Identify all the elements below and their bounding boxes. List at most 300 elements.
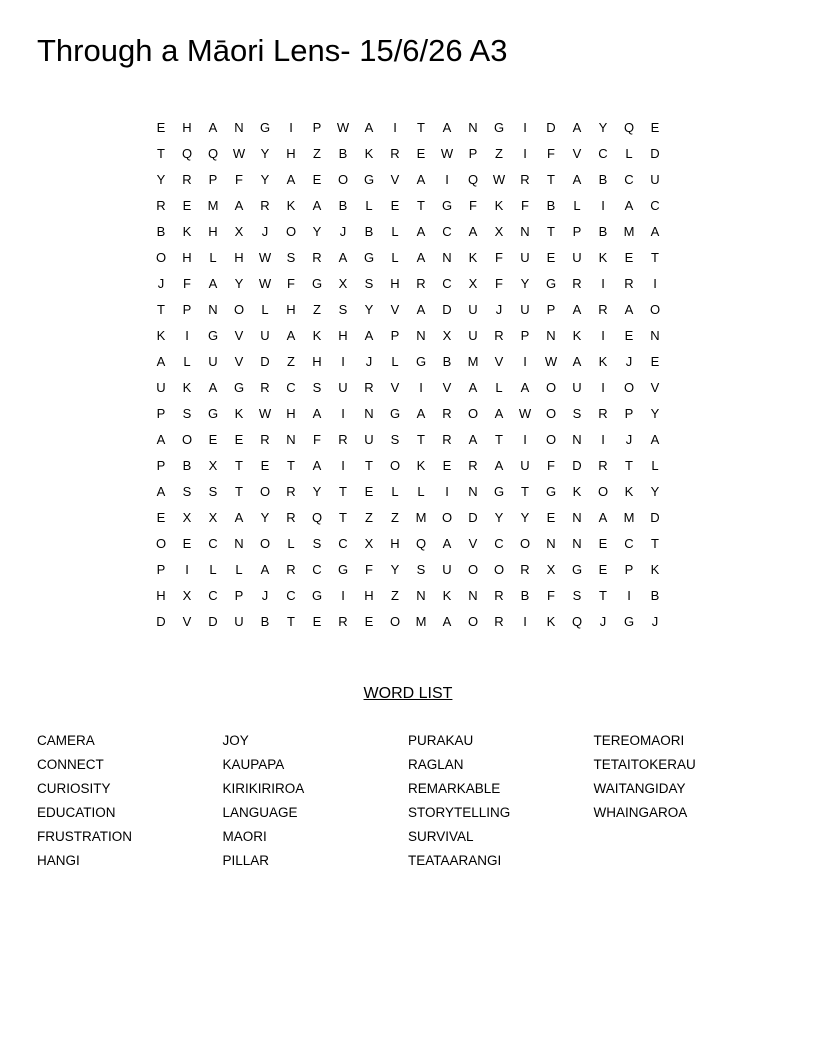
grid-letter: A (416, 172, 426, 187)
grid-letter: A (156, 354, 166, 369)
grid-letter: D (468, 510, 478, 525)
grid-letter: A (156, 484, 166, 499)
grid-letter: U (468, 302, 478, 317)
grid-letter: G (207, 406, 219, 421)
grid-letter: K (364, 146, 374, 161)
grid-letter: R (286, 484, 296, 499)
grid-letter: Z (287, 354, 295, 369)
grid-letter: S (338, 302, 348, 317)
grid-letter: Y (234, 276, 244, 291)
word-list-item: SURVIVAL (408, 829, 474, 844)
grid-letter: R (416, 276, 426, 291)
grid-letter: H (312, 354, 322, 369)
grid-letter: B (546, 198, 556, 213)
grid-letter: Z (313, 146, 321, 161)
grid-letter: U (468, 328, 478, 343)
grid-letter: J (625, 432, 633, 447)
grid-letter: R (494, 614, 504, 629)
grid-letter: U (156, 380, 166, 395)
grid-letter: E (650, 354, 660, 369)
grid-letter: M (415, 510, 427, 525)
grid-letter: A (468, 224, 478, 239)
grid-letter: I (341, 406, 345, 421)
grid-letter: P (156, 458, 166, 473)
grid-letter: E (260, 458, 270, 473)
grid-letter: W (518, 406, 532, 421)
grid-letter: R (390, 146, 400, 161)
grid-letter: Y (364, 302, 374, 317)
grid-letter: S (364, 276, 374, 291)
grid-letter: N (416, 588, 426, 603)
grid-letter: J (339, 224, 347, 239)
grid-letter: U (364, 432, 374, 447)
grid-row (148, 193, 668, 219)
word-list-item: TEREOMAORI (593, 733, 685, 748)
word-list (37, 733, 779, 877)
grid-letter: A (598, 510, 608, 525)
grid-letter: G (363, 172, 375, 187)
grid-letter: F (235, 172, 243, 187)
word-list-item: FRUSTRATION (37, 829, 132, 844)
grid-letter: L (365, 198, 373, 213)
grid-row (148, 531, 668, 557)
grid-letter: A (468, 432, 478, 447)
grid-letter: A (260, 562, 270, 577)
grid-letter: J (157, 276, 165, 291)
grid-letter: V (234, 328, 244, 343)
grid-letter: C (208, 536, 218, 551)
grid-letter: A (572, 120, 582, 135)
grid-letter: X (234, 224, 244, 239)
grid-letter: E (598, 562, 608, 577)
grid-letter: N (286, 432, 296, 447)
grid-letter: K (624, 484, 634, 499)
grid-letter: Y (520, 276, 530, 291)
word-list-item: WHAINGAROA (593, 805, 688, 820)
grid-letter: T (157, 302, 165, 317)
word-list-item: LANGUAGE (222, 805, 298, 820)
grid-letter: Q (207, 146, 219, 161)
grid-letter: A (208, 380, 218, 395)
word-list-column (408, 733, 594, 877)
grid-letter: B (650, 588, 660, 603)
word-list-heading: WORD LIST (363, 685, 453, 702)
grid-letter: A (416, 302, 426, 317)
grid-letter: R (468, 458, 478, 473)
grid-letter: A (364, 328, 374, 343)
grid-row (148, 609, 668, 635)
grid-letter: Y (494, 510, 504, 525)
grid-letter: W (440, 146, 454, 161)
grid-letter: P (520, 328, 530, 343)
grid-row (148, 427, 668, 453)
grid-letter: N (364, 406, 374, 421)
grid-letter: A (572, 354, 582, 369)
grid-letter: D (546, 120, 556, 135)
grid-letter: Y (260, 172, 270, 187)
grid-row (148, 453, 668, 479)
word-list-item: PURAKAU (408, 733, 474, 748)
grid-letter: K (494, 198, 504, 213)
word-list-item: TETAITOKERAU (593, 757, 696, 772)
grid-letter: F (521, 198, 529, 213)
grid-letter: E (208, 432, 218, 447)
grid-letter: G (207, 328, 219, 343)
grid-letter: Y (260, 510, 270, 525)
grid-letter: K (312, 328, 322, 343)
grid-row (148, 505, 668, 531)
grid-letter: K (598, 354, 608, 369)
grid-letter: G (441, 198, 453, 213)
grid-letter: V (494, 354, 504, 369)
grid-letter: N (208, 302, 218, 317)
grid-letter: M (207, 198, 219, 213)
grid-letter: W (258, 250, 272, 265)
grid-letter: W (232, 146, 246, 161)
grid-letter: A (572, 302, 582, 317)
grid-letter: L (209, 250, 217, 265)
grid-letter: L (573, 198, 581, 213)
grid-letter: N (234, 536, 244, 551)
grid-letter: D (442, 302, 452, 317)
grid-letter: D (208, 614, 218, 629)
grid-letter: O (259, 484, 271, 499)
grid-letter: H (208, 224, 218, 239)
grid-letter: Y (312, 224, 322, 239)
word-list-column (223, 733, 409, 877)
grid-letter: A (364, 120, 374, 135)
grid-letter: L (209, 562, 217, 577)
grid-letter: K (156, 328, 166, 343)
grid-letter: G (363, 250, 375, 265)
grid-letter: I (185, 562, 189, 577)
grid-letter: P (208, 172, 218, 187)
grid-letter: I (445, 172, 449, 187)
grid-letter: D (650, 510, 660, 525)
word-list-item: MAORI (222, 829, 267, 844)
grid-letter: T (339, 484, 347, 499)
grid-letter: O (337, 172, 349, 187)
grid-row (148, 323, 668, 349)
grid-letter: P (390, 328, 400, 343)
grid-letter: L (235, 562, 243, 577)
grid-letter: W (544, 354, 558, 369)
grid-letter: U (572, 250, 582, 265)
word-list-item: STORYTELLING (408, 805, 511, 820)
grid-letter: V (390, 302, 400, 317)
grid-letter: I (601, 198, 605, 213)
grid-letter: P (468, 146, 478, 161)
grid-letter: T (287, 614, 295, 629)
grid-letter: R (494, 328, 504, 343)
grid-letter: R (338, 432, 348, 447)
grid-letter: C (494, 536, 504, 551)
grid-letter: M (623, 510, 635, 525)
word-list-item: CAMERA (37, 733, 95, 748)
grid-letter: R (572, 276, 582, 291)
grid-letter: R (598, 458, 608, 473)
grid-letter: I (341, 588, 345, 603)
grid-letter: C (286, 588, 296, 603)
grid-letter: V (650, 380, 660, 395)
grid-letter: E (416, 146, 426, 161)
grid-letter: R (442, 406, 452, 421)
grid-letter: V (390, 380, 400, 395)
grid-letter: I (627, 588, 631, 603)
grid-letter: T (157, 146, 165, 161)
grid-letter: W (258, 406, 272, 421)
grid-letter: A (624, 198, 634, 213)
grid-letter: K (416, 458, 426, 473)
grid-letter: B (338, 198, 348, 213)
grid-letter: U (260, 328, 270, 343)
grid-letter: K (572, 328, 582, 343)
grid-letter: L (183, 354, 191, 369)
grid-letter: L (651, 458, 659, 473)
grid-letter: F (313, 432, 321, 447)
grid-letter: N (520, 224, 530, 239)
grid-letter: C (338, 536, 348, 551)
grid-letter: U (234, 614, 244, 629)
grid-letter: Y (390, 562, 400, 577)
grid-letter: U (338, 380, 348, 395)
grid-letter: R (260, 198, 270, 213)
grid-letter: S (390, 432, 400, 447)
grid-letter: D (156, 614, 166, 629)
word-list-item: EDUCATION (37, 805, 116, 820)
grid-row (148, 219, 668, 245)
grid-letter: X (494, 224, 504, 239)
grid-letter: V (572, 146, 582, 161)
grid-letter: R (598, 406, 608, 421)
grid-letter: G (571, 562, 583, 577)
grid-letter: F (495, 276, 503, 291)
grid-letter: B (260, 614, 270, 629)
grid-letter: U (520, 250, 530, 265)
grid-letter: I (523, 432, 527, 447)
grid-letter: L (391, 484, 399, 499)
grid-letter: N (442, 250, 452, 265)
grid-letter: A (416, 224, 426, 239)
grid-letter: Y (598, 120, 608, 135)
grid-letter: E (364, 614, 374, 629)
grid-letter: K (286, 198, 296, 213)
grid-letter: K (182, 380, 192, 395)
grid-letter: F (547, 458, 555, 473)
grid-letter: R (312, 250, 322, 265)
grid-letter: P (156, 562, 166, 577)
grid-letter: G (493, 120, 505, 135)
grid-letter: J (365, 354, 373, 369)
grid-letter: T (521, 484, 529, 499)
grid-letter: Q (311, 510, 323, 525)
grid-letter: I (419, 380, 423, 395)
grid-letter: I (653, 276, 657, 291)
grid-letter: G (493, 484, 505, 499)
grid-letter: H (156, 588, 166, 603)
word-list-item: WAITANGIDAY (593, 781, 686, 796)
grid-letter: D (260, 354, 270, 369)
grid-letter: R (494, 588, 504, 603)
grid-letter: O (441, 510, 453, 525)
grid-letter: P (234, 588, 244, 603)
grid-letter: I (601, 328, 605, 343)
grid-letter: O (545, 432, 557, 447)
grid-letter: N (468, 120, 478, 135)
grid-letter: A (416, 250, 426, 265)
grid-letter: A (442, 614, 452, 629)
grid-letter: J (625, 354, 633, 369)
grid-letter: A (286, 172, 296, 187)
grid-letter: G (415, 354, 427, 369)
grid-letter: X (546, 562, 556, 577)
word-list-item: CONNECT (37, 757, 104, 772)
grid-letter: A (520, 380, 530, 395)
grid-letter: O (155, 250, 167, 265)
grid-letter: E (182, 198, 192, 213)
grid-row (148, 479, 668, 505)
grid-letter: O (493, 562, 505, 577)
grid-letter: A (312, 198, 322, 213)
grid-letter: Q (623, 120, 635, 135)
grid-letter: S (312, 536, 322, 551)
grid-letter: O (155, 536, 167, 551)
grid-letter: O (623, 380, 635, 395)
grid-letter: G (337, 562, 349, 577)
grid-letter: O (467, 562, 479, 577)
grid-letter: X (442, 328, 452, 343)
grid-letter: C (442, 224, 452, 239)
grid-letter: Q (571, 614, 583, 629)
grid-letter: S (572, 406, 582, 421)
grid-letter: N (468, 484, 478, 499)
grid-letter: V (442, 380, 452, 395)
grid-letter: G (623, 614, 635, 629)
grid-letter: Y (260, 146, 270, 161)
grid-letter: V (390, 172, 400, 187)
grid-letter: W (492, 172, 506, 187)
grid-letter: I (523, 354, 527, 369)
grid-letter: U (520, 458, 530, 473)
grid-letter: O (181, 432, 193, 447)
grid-letter: C (286, 380, 296, 395)
grid-letter: M (467, 354, 479, 369)
grid-letter: N (650, 328, 660, 343)
grid-letter: L (287, 536, 295, 551)
grid-letter: C (442, 276, 452, 291)
grid-letter: O (233, 302, 245, 317)
grid-letter: R (624, 276, 634, 291)
grid-letter: F (547, 588, 555, 603)
grid-letter: V (468, 536, 478, 551)
grid-letter: I (601, 276, 605, 291)
grid-letter: J (651, 614, 659, 629)
grid-letter: T (625, 458, 633, 473)
word-list-item: KIRIKIRIROA (222, 781, 305, 796)
grid-letter: Z (391, 588, 399, 603)
grid-letter: X (468, 276, 478, 291)
grid-letter: J (495, 302, 503, 317)
grid-letter: G (259, 120, 271, 135)
grid-row (148, 167, 668, 193)
grid-letter: H (390, 276, 400, 291)
grid-letter: A (208, 276, 218, 291)
grid-row (148, 583, 668, 609)
grid-letter: F (183, 276, 191, 291)
grid-letter: H (286, 146, 296, 161)
grid-letter: E (390, 198, 400, 213)
grid-letter: S (286, 250, 296, 265)
grid-letter: I (341, 354, 345, 369)
grid-letter: N (572, 432, 582, 447)
grid-row (148, 271, 668, 297)
grid-letter: A (650, 224, 660, 239)
grid-letter: A (234, 198, 244, 213)
grid-letter: N (416, 328, 426, 343)
grid-letter: R (260, 432, 270, 447)
grid-letter: M (623, 224, 635, 239)
grid-letter: X (208, 458, 218, 473)
grid-letter: E (546, 510, 556, 525)
grid-row (148, 245, 668, 271)
grid-letter: A (494, 458, 504, 473)
grid-letter: L (391, 224, 399, 239)
grid-letter: A (338, 250, 348, 265)
grid-letter: I (445, 484, 449, 499)
grid-letter: B (182, 458, 192, 473)
grid-letter: V (234, 354, 244, 369)
grid-letter: Y (312, 484, 322, 499)
grid-row (148, 349, 668, 375)
grid-letter: S (182, 406, 192, 421)
grid-letter: I (341, 458, 345, 473)
grid-row (148, 401, 668, 427)
grid-letter: R (520, 562, 530, 577)
grid-letter: T (495, 432, 503, 447)
grid-letter: F (469, 198, 477, 213)
grid-letter: O (545, 380, 557, 395)
grid-letter: N (468, 588, 478, 603)
grid-letter: O (259, 536, 271, 551)
grid-letter: T (651, 250, 659, 265)
grid-letter: H (364, 588, 374, 603)
grid-letter: A (156, 432, 166, 447)
grid-letter: X (338, 276, 348, 291)
word-list-item: PILLAR (222, 853, 270, 868)
grid-letter: F (365, 562, 373, 577)
grid-letter: Q (415, 536, 427, 551)
grid-letter: G (545, 484, 557, 499)
grid-letter: L (495, 380, 503, 395)
grid-letter: Q (181, 146, 193, 161)
grid-letter: T (235, 458, 243, 473)
grid-letter: T (547, 172, 555, 187)
grid-letter: D (650, 146, 660, 161)
grid-letter: T (547, 224, 555, 239)
grid-letter: I (523, 614, 527, 629)
grid-letter: I (523, 146, 527, 161)
grid-letter: T (235, 484, 243, 499)
grid-letter: R (260, 380, 270, 395)
grid-letter: E (546, 250, 556, 265)
grid-letter: A (416, 406, 426, 421)
word-list-item: CURIOSITY (37, 781, 111, 796)
grid-letter: R (598, 302, 608, 317)
grid-letter: H (286, 406, 296, 421)
grid-letter: T (287, 458, 295, 473)
grid-letter: A (494, 406, 504, 421)
grid-letter: V (182, 614, 192, 629)
